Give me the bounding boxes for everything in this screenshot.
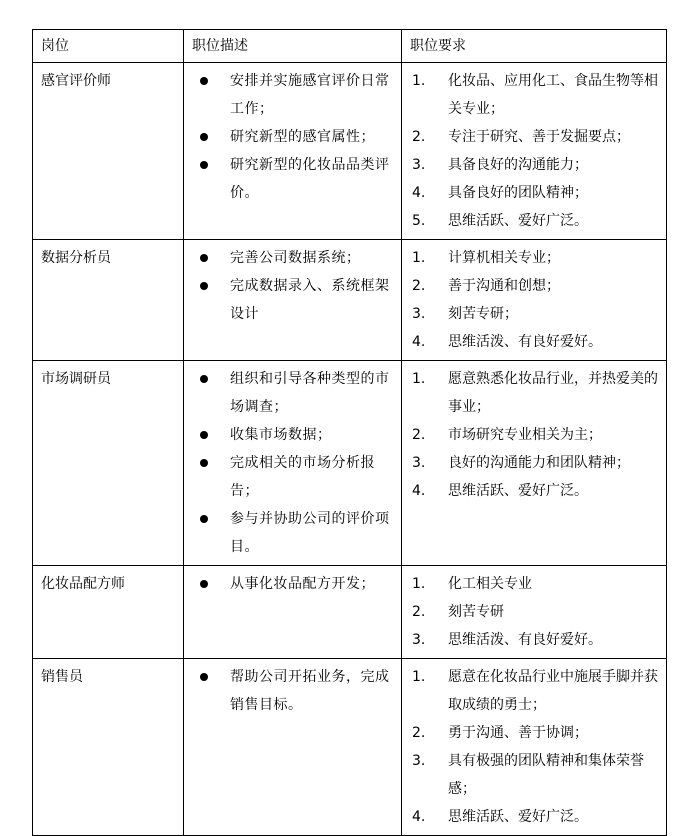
requirement-item bbox=[410, 719, 660, 747]
requirements-cell bbox=[402, 361, 667, 566]
requirement-item bbox=[410, 151, 660, 179]
position-cell: 数据分析员 bbox=[33, 240, 184, 361]
requirement-text: 思维活跃、爱好广泛。 bbox=[448, 809, 588, 825]
requirements-cell bbox=[402, 63, 667, 240]
duties-cell bbox=[184, 240, 402, 361]
requirement-item bbox=[410, 803, 660, 831]
table-row bbox=[33, 63, 667, 240]
bullet-icon bbox=[200, 133, 208, 141]
requirement-number: 3. bbox=[412, 306, 426, 322]
requirement-text: 化妆品、应用化工、食品生物等相关专业； bbox=[448, 73, 658, 117]
duty-item bbox=[192, 663, 395, 719]
duties-list bbox=[192, 67, 395, 207]
requirement-text: 思维活泼、有良好爱好。 bbox=[448, 334, 602, 350]
requirement-item bbox=[410, 67, 660, 123]
duty-text: 研究新型的化妆品品类评价。 bbox=[230, 157, 390, 201]
requirement-text: 刻苦专研 bbox=[448, 604, 504, 620]
requirement-number: 2. bbox=[412, 725, 426, 741]
duty-item bbox=[192, 421, 395, 449]
requirement-number: 5. bbox=[412, 213, 426, 229]
requirements-list bbox=[410, 244, 660, 356]
requirement-number: 2. bbox=[412, 278, 426, 294]
header-requirements: 职位要求 bbox=[402, 30, 667, 63]
requirements-cell bbox=[402, 240, 667, 361]
requirement-number: 1. bbox=[412, 576, 426, 592]
bullet-icon bbox=[200, 459, 208, 467]
duty-item bbox=[192, 151, 395, 207]
duties-list bbox=[192, 244, 395, 328]
duty-item bbox=[192, 67, 395, 123]
duty-item bbox=[192, 272, 395, 328]
requirement-number: 1. bbox=[412, 73, 426, 89]
bullet-icon bbox=[200, 77, 208, 85]
bullet-icon bbox=[200, 515, 208, 523]
duty-text: 组织和引导各种类型的市场调查； bbox=[230, 371, 390, 415]
requirement-item bbox=[410, 570, 660, 598]
requirement-text: 具备良好的团队精神； bbox=[448, 185, 588, 201]
requirement-item bbox=[410, 626, 660, 654]
requirement-item bbox=[410, 663, 660, 719]
bullet-icon bbox=[200, 282, 208, 290]
requirement-text: 化工相关专业 bbox=[448, 576, 532, 592]
table-row bbox=[33, 566, 667, 659]
position-cell: 感官评价师 bbox=[33, 63, 184, 240]
table-row bbox=[33, 361, 667, 566]
requirement-number: 3. bbox=[412, 632, 426, 648]
requirement-number: 1. bbox=[412, 250, 426, 266]
duties-cell bbox=[184, 361, 402, 566]
duties-cell bbox=[184, 63, 402, 240]
header-position: 岗位 bbox=[33, 30, 184, 63]
requirement-number: 2. bbox=[412, 427, 426, 443]
requirement-number: 1. bbox=[412, 371, 426, 387]
requirement-item bbox=[410, 449, 660, 477]
header-duties: 职位描述 bbox=[184, 30, 402, 63]
requirement-item bbox=[410, 747, 660, 803]
bullet-icon bbox=[200, 673, 208, 681]
duties-cell bbox=[184, 566, 402, 659]
bullet-icon bbox=[200, 161, 208, 169]
bullet-icon bbox=[200, 580, 208, 588]
requirements-list bbox=[410, 365, 660, 505]
requirement-item bbox=[410, 598, 660, 626]
bullet-icon bbox=[200, 431, 208, 439]
requirement-number: 2. bbox=[412, 129, 426, 145]
bullet-icon bbox=[200, 375, 208, 383]
bullet-icon bbox=[200, 254, 208, 262]
requirement-text: 良好的沟通能力和团队精神； bbox=[448, 455, 630, 471]
position-cell: 销售员 bbox=[33, 659, 184, 836]
requirement-number: 1. bbox=[412, 669, 426, 685]
duties-list bbox=[192, 570, 395, 598]
duty-text: 完成相关的市场分析报告； bbox=[230, 455, 375, 499]
duty-text: 研究新型的感官属性； bbox=[230, 129, 375, 145]
duty-text: 从事化妆品配方开发； bbox=[230, 576, 375, 592]
requirement-item bbox=[410, 328, 660, 356]
requirement-text: 刻苦专研； bbox=[448, 306, 518, 322]
requirements-list bbox=[410, 570, 660, 654]
requirement-number: 3. bbox=[412, 157, 426, 173]
duty-item bbox=[192, 244, 395, 272]
requirement-item bbox=[410, 300, 660, 328]
table-row bbox=[33, 240, 667, 361]
requirements-list bbox=[410, 663, 660, 831]
requirement-item bbox=[410, 244, 660, 272]
header-row bbox=[33, 30, 667, 63]
requirement-text: 勇于沟通、善于协调； bbox=[448, 725, 588, 741]
duties-cell bbox=[184, 659, 402, 836]
requirement-text: 思维活跃、爱好广泛。 bbox=[448, 213, 588, 229]
job-table bbox=[32, 29, 667, 836]
requirement-text: 计算机相关专业； bbox=[448, 250, 560, 266]
duty-item bbox=[192, 123, 395, 151]
requirement-text: 专注于研究、善于发掘要点； bbox=[448, 129, 630, 145]
requirement-item bbox=[410, 421, 660, 449]
requirement-number: 4. bbox=[412, 185, 426, 201]
duty-text: 收集市场数据； bbox=[230, 427, 332, 443]
requirements-list bbox=[410, 67, 660, 235]
requirement-text: 善于沟通和创想； bbox=[448, 278, 560, 294]
requirement-text: 愿意在化妆品行业中施展手脚并获取成绩的勇士； bbox=[448, 669, 658, 713]
requirement-text: 具有极强的团队精神和集体荣誉感； bbox=[448, 753, 644, 797]
requirement-text: 具备良好的沟通能力； bbox=[448, 157, 588, 173]
requirement-text: 思维活泼、有良好爱好。 bbox=[448, 632, 602, 648]
requirement-text: 市场研究专业相关为主； bbox=[448, 427, 602, 443]
requirements-cell bbox=[402, 566, 667, 659]
requirement-text: 思维活跃、爱好广泛。 bbox=[448, 483, 588, 499]
requirement-item bbox=[410, 179, 660, 207]
duty-text: 参与并协助公司的评价项目。 bbox=[230, 511, 390, 555]
duty-item bbox=[192, 365, 395, 421]
duty-text: 安排并实施感官评价日常工作； bbox=[230, 73, 390, 117]
requirement-number: 4. bbox=[412, 483, 426, 499]
requirement-item bbox=[410, 123, 660, 151]
requirement-number: 4. bbox=[412, 809, 426, 825]
duty-text: 完成数据录入、系统框架设计 bbox=[230, 278, 390, 322]
table-row bbox=[33, 659, 667, 836]
requirement-number: 2. bbox=[412, 604, 426, 620]
requirement-text: 愿意熟悉化妆品行业，并热爱美的事业； bbox=[448, 371, 658, 415]
requirement-number: 3. bbox=[412, 455, 426, 471]
duty-item bbox=[192, 505, 395, 561]
requirements-cell bbox=[402, 659, 667, 836]
requirement-item bbox=[410, 365, 660, 421]
position-cell: 市场调研员 bbox=[33, 361, 184, 566]
requirement-item bbox=[410, 207, 660, 235]
requirement-number: 4. bbox=[412, 334, 426, 350]
requirement-number: 3. bbox=[412, 753, 426, 769]
duty-text: 帮助公司开拓业务，完成销售目标。 bbox=[230, 669, 390, 713]
table-body bbox=[33, 63, 667, 836]
duties-list bbox=[192, 365, 395, 561]
duty-item bbox=[192, 570, 395, 598]
duty-text: 完善公司数据系统； bbox=[230, 250, 361, 266]
duties-list bbox=[192, 663, 395, 719]
duty-item bbox=[192, 449, 395, 505]
position-cell: 化妆品配方师 bbox=[33, 566, 184, 659]
requirement-item bbox=[410, 477, 660, 505]
requirement-item bbox=[410, 272, 660, 300]
